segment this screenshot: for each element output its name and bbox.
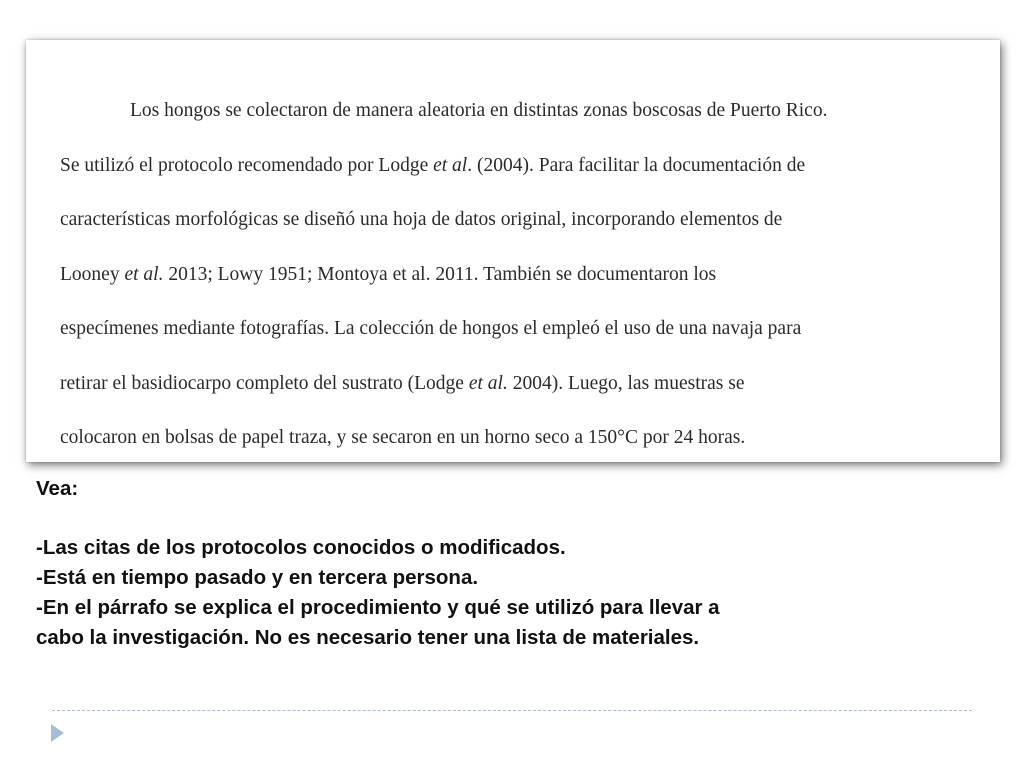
citation-italic: et al bbox=[433, 154, 468, 176]
footer-divider bbox=[52, 710, 972, 711]
excerpt-line: Se utilizó el protocolo recomendado por Lodge et al. (2004). Para facilitar la documentación de bbox=[60, 154, 806, 176]
excerpt-line: retirar el basidiocarpo completo del sustrato (Lodge et al. 2004). Luego, las muestras se bbox=[60, 372, 745, 394]
excerpt-line: Los hongos se colectaron de manera aleatoria en distintas zonas boscosas de Puerto Rico. bbox=[130, 100, 828, 121]
notes-block bbox=[36, 474, 936, 653]
note-item: -Está en tiempo pasado y en tercera persona. bbox=[36, 566, 479, 589]
note-item: -En el párrafo se explica el procedimiento y qué se utilizó para llevar a bbox=[36, 596, 720, 619]
notes-heading: Vea: bbox=[36, 477, 79, 500]
notes-spacer bbox=[36, 504, 936, 533]
note-item: cabo la investigación. No es necesario tener una lista de materiales. bbox=[36, 626, 700, 649]
excerpt-line: especímenes mediante fotografías. La colección de hongos el empleó el uso de una navaja para bbox=[60, 318, 802, 339]
triangle-right-icon bbox=[51, 724, 64, 742]
note-item: -Las citas de los protocolos conocidos o modificados. bbox=[36, 536, 566, 559]
citation-italic: et al. bbox=[124, 263, 164, 285]
excerpt-screenshot bbox=[26, 40, 1000, 462]
citation-italic: et al. bbox=[468, 372, 508, 394]
excerpt-line: colocaron en bolsas de papel traza, y se secaron en un horno seco a 150°C por 24 horas. bbox=[60, 427, 746, 448]
excerpt-line: Looney et al. 2013; Lowy 1951; Montoya et al. 2011. También se documentaron los bbox=[60, 263, 717, 285]
excerpt-paragraph bbox=[60, 84, 980, 466]
excerpt-line: características morfológicas se diseñó una hoja de datos original, incorporando elementos de bbox=[60, 209, 783, 230]
